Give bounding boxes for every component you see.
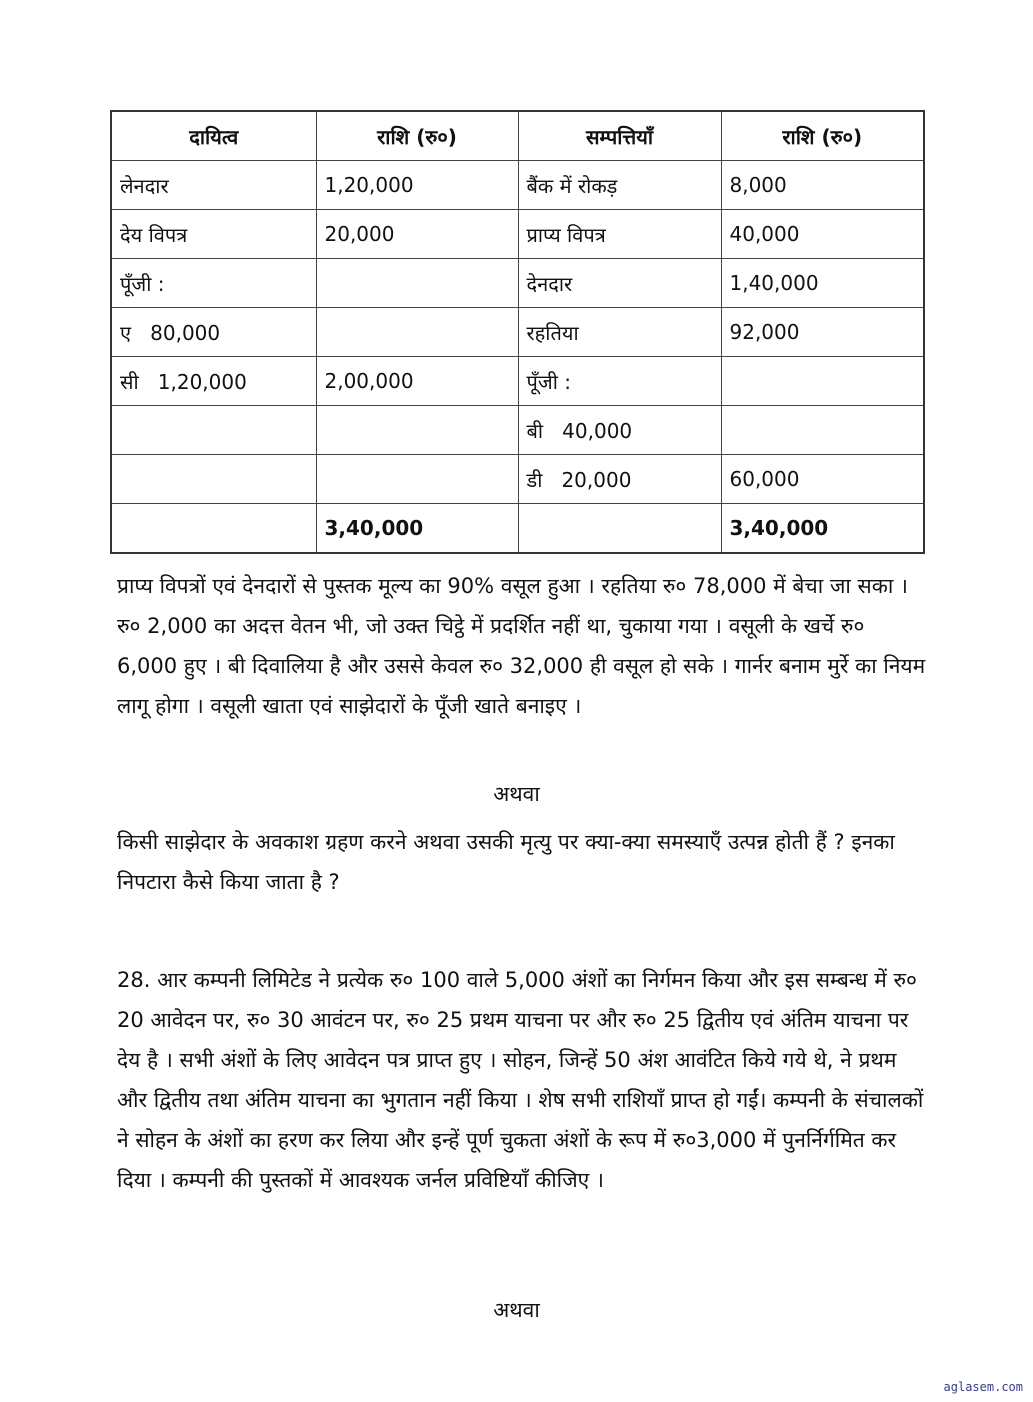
balance-sheet-table xyxy=(110,110,925,554)
cell-asset: पूँजी : xyxy=(518,357,721,406)
or-label-1: अथवा xyxy=(493,782,540,806)
table-row xyxy=(111,210,924,259)
cell-liability-amount: 20,000 xyxy=(316,210,518,259)
cell-asset-amount: 40,000 xyxy=(721,210,924,259)
or-label-2: अथवा xyxy=(493,1298,540,1322)
cell-liability: ए 80,000 xyxy=(111,308,316,357)
question-28-text: 28. आर कम्पनी लिमिटेड ने प्रत्येक रु० 100 वाले 5,000 अंशों का निर्गमन किया और इस सम्बन्ध में रु० 20 आवेदन पर, रु० 30 आवंटन पर, रु० 25 प्रथम याचना पर और रु० 25 द्वितीय एवं अंतिम याचना पर देय है । सभी अंशों के लिए आवेदन पत्र प्राप्त हुए । सोहन, जिन्हें 50 अंश आवंटित किये गये थे, ने प्रथम और द्वितीय तथा अंतिम याचना का भुगतान नहीं किया । शेष सभी राशियाँ प्राप्त हो गईं। कम्पनी के संचालकों ने सोहन के अंशों का हरण कर लिया और इन्हें पूर्ण चुकता अंशों के रूप में रु०3,000 में पुनर्निर्गमित कर दिया । कम्पनी की पुस्तकों में आवश्यक जर्नल प्रविष्टियाँ कीजिए । xyxy=(117,968,924,1192)
cell-asset-amount xyxy=(721,406,924,455)
cell-asset: डी 20,000 xyxy=(518,455,721,504)
cell-asset: बी 40,000 xyxy=(518,406,721,455)
cell-asset: प्राप्य विपत्र xyxy=(518,210,721,259)
cell-liability: लेनदार xyxy=(111,161,316,210)
cell-liability xyxy=(111,406,316,455)
cell-asset-amount: 8,000 xyxy=(721,161,924,210)
table-total-row xyxy=(111,504,924,554)
cell-liability: पूँजी : xyxy=(111,259,316,308)
cell-asset-amount: 1,40,000 xyxy=(721,259,924,308)
cell-liability: देय विपत्र xyxy=(111,210,316,259)
cell-liability-amount: 1,20,000 xyxy=(316,161,518,210)
cell-asset: बैंक में रोकड़ xyxy=(518,161,721,210)
cell-liability-amount xyxy=(316,259,518,308)
cell-asset: रहतिया xyxy=(518,308,721,357)
table-row xyxy=(111,259,924,308)
table-row xyxy=(111,406,924,455)
cell-liability-amount: 2,00,000 xyxy=(316,357,518,406)
total-liabilities: 3,40,000 xyxy=(316,504,518,554)
table-row xyxy=(111,357,924,406)
total-assets: 3,40,000 xyxy=(721,504,924,554)
cell-liability-amount xyxy=(316,406,518,455)
header-assets: सम्पत्तियाँ xyxy=(518,111,721,161)
total-asset-label xyxy=(518,504,721,554)
question-27-alternative: किसी साझेदार के अवकाश ग्रहण करने अथवा उसकी मृत्यु पर क्या-क्या समस्याएँ उत्पन्न होती हैं ? इनका निपटारा कैसे किया जाता है ? xyxy=(117,830,895,894)
header-amount-liabilities: राशि (रु०) xyxy=(316,111,518,161)
cell-liability xyxy=(111,455,316,504)
header-amount-assets: राशि (रु०) xyxy=(721,111,924,161)
cell-asset-amount xyxy=(721,357,924,406)
header-liabilities: दायित्व xyxy=(111,111,316,161)
cell-liability: सी 1,20,000 xyxy=(111,357,316,406)
cell-asset: देनदार xyxy=(518,259,721,308)
table-row xyxy=(111,161,924,210)
table-row xyxy=(111,308,924,357)
cell-liability-amount xyxy=(316,308,518,357)
cell-liability-amount xyxy=(316,455,518,504)
cell-asset-amount: 92,000 xyxy=(721,308,924,357)
watermark: aglasem.com xyxy=(943,1380,1023,1394)
table-header-row xyxy=(111,111,924,161)
table-row xyxy=(111,455,924,504)
cell-asset-amount: 60,000 xyxy=(721,455,924,504)
question-27-text: प्राप्य विपत्रों एवं देनदारों से पुस्तक मूल्य का 90% वसूल हुआ । रहतिया रु० 78,000 में बेचा जा सका । रु० 2,000 का अदत्त वेतन भी, जो उक्त चिट्ठे में प्रदर्शित नहीं था, चुकाया गया । वसूली के खर्चे रु० 6,000 हुए । बी दिवालिया है और उससे केवल रु० 32,000 ही वसूल हो सके । गार्नर बनाम मुर्रे का नियम लागू होगा । वसूली खाता एवं साझेदारों के पूँजी खाते बनाइए । xyxy=(117,574,926,718)
total-liability-label xyxy=(111,504,316,554)
